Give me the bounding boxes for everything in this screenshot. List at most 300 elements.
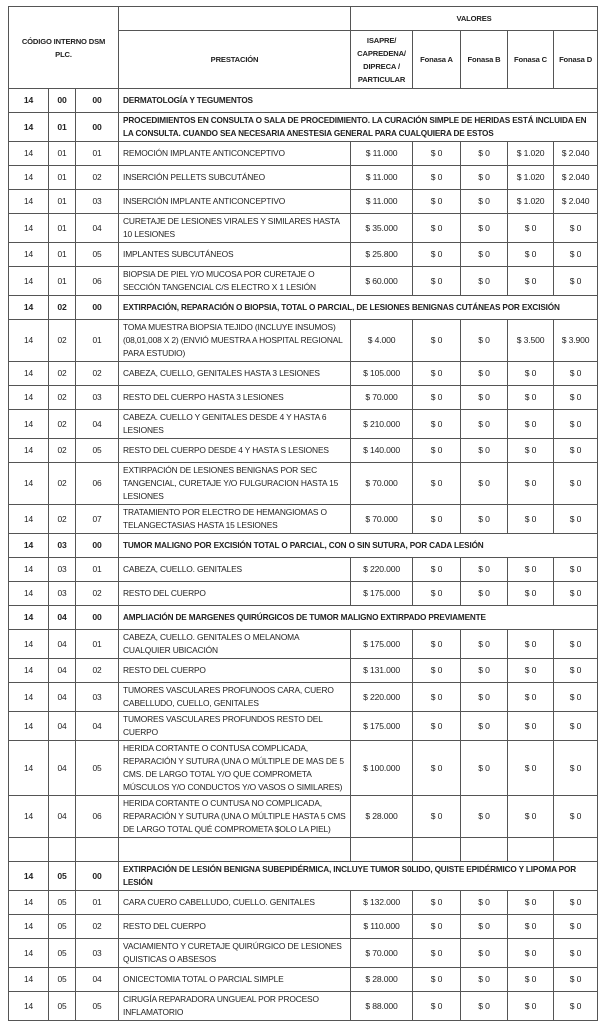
prestacion-cell: CABEZA, CUELLO, GENITALES HASTA 3 LESIONES <box>119 362 351 386</box>
value-fonasa-b: $ 0 <box>461 712 508 741</box>
code-item: 05 <box>76 992 119 1021</box>
value-fonasa-d: $ 0 <box>554 968 598 992</box>
prestacion-cell: TRATAMIENTO POR ELECTRO DE HEMANGIOMAS O TELANGECTASIAS HASTA 15 LESIONES <box>119 505 351 534</box>
code-group: 02 <box>49 463 76 505</box>
prestacion-cell: BIOPSIA DE PIEL Y/O MUCOSA POR CURETAJE O SECCIÓN TANGENCIAL C/S ELECTRO X 1 LESIÓN <box>119 267 351 296</box>
code-chapter: 14 <box>9 190 49 214</box>
table-row <box>9 463 598 505</box>
value-fonasa-a: $ 0 <box>413 190 461 214</box>
table-row <box>9 838 598 862</box>
prestacion-cell: IMPLANTES SUBCUTÁNEOS <box>119 243 351 267</box>
code-group: 05 <box>49 992 76 1021</box>
value-isapre: $ 175.000 <box>351 712 413 741</box>
value-isapre: $ 60.000 <box>351 267 413 296</box>
code-group: 01 <box>49 142 76 166</box>
section-row <box>9 862 598 891</box>
header-valores: VALORES <box>351 7 598 31</box>
value-isapre: $ 88.000 <box>351 992 413 1021</box>
header-prestacion: PRESTACIÓN <box>119 31 351 89</box>
value-fonasa-d: $ 0 <box>554 214 598 243</box>
value-fonasa-b: $ 0 <box>461 558 508 582</box>
table-row <box>9 741 598 796</box>
table-body <box>9 89 598 1021</box>
header-fonasa-d: Fonasa D <box>554 31 598 89</box>
value-fonasa-a: $ 0 <box>413 659 461 683</box>
prestacion-cell: RESTO DEL CUERPO <box>119 915 351 939</box>
value-fonasa-d: $ 0 <box>554 915 598 939</box>
code-group: 01 <box>49 166 76 190</box>
value-fonasa-d: $ 0 <box>554 582 598 606</box>
prestacion-cell: EXTIRPACIÓN DE LESIONES BENIGNAS POR SEC TANGENCIAL, CURETAJE Y/O FULGURACION HASTA 15 LESIONES <box>119 463 351 505</box>
code-chapter: 14 <box>9 505 49 534</box>
value-isapre: $ 70.000 <box>351 386 413 410</box>
code-group: 05 <box>49 915 76 939</box>
section-row <box>9 534 598 558</box>
value-fonasa-c: $ 0 <box>508 939 554 968</box>
code-group: 05 <box>49 891 76 915</box>
value-fonasa-b: $ 0 <box>461 214 508 243</box>
value-isapre: $ 210.000 <box>351 410 413 439</box>
header-fonasa-b: Fonasa B <box>461 31 508 89</box>
value-fonasa-b: $ 0 <box>461 142 508 166</box>
prestacion-cell: RESTO DEL CUERPO <box>119 659 351 683</box>
code-group: 05 <box>49 862 76 891</box>
code-item: 03 <box>76 939 119 968</box>
code-item: 02 <box>76 582 119 606</box>
value-fonasa-a: $ 0 <box>413 320 461 362</box>
value-fonasa-b: $ 0 <box>461 939 508 968</box>
value-isapre: $ 175.000 <box>351 630 413 659</box>
value-fonasa-b: $ 0 <box>461 267 508 296</box>
value-fonasa-a: $ 0 <box>413 891 461 915</box>
code-item: 05 <box>76 439 119 463</box>
value-fonasa-c: $ 0 <box>508 505 554 534</box>
value-fonasa-c: $ 0 <box>508 630 554 659</box>
code-item: 04 <box>76 410 119 439</box>
value-fonasa-c: $ 1.020 <box>508 166 554 190</box>
code-chapter: 14 <box>9 558 49 582</box>
value-fonasa-d: $ 0 <box>554 410 598 439</box>
value-fonasa-b: $ 0 <box>461 190 508 214</box>
value-fonasa-a: $ 0 <box>413 630 461 659</box>
prestacion-cell: REMOCIÓN IMPLANTE ANTICONCEPTIVO <box>119 142 351 166</box>
code-item: 01 <box>76 630 119 659</box>
code-chapter: 14 <box>9 410 49 439</box>
table-row <box>9 439 598 463</box>
value-fonasa-a: $ 0 <box>413 214 461 243</box>
code-item: 02 <box>76 659 119 683</box>
value-fonasa-a: $ 0 <box>413 558 461 582</box>
value-fonasa-a: $ 0 <box>413 915 461 939</box>
value-isapre: $ 132.000 <box>351 891 413 915</box>
value-fonasa-b: $ 0 <box>461 320 508 362</box>
table-row <box>9 915 598 939</box>
code-item: 03 <box>76 190 119 214</box>
value-isapre: $ 70.000 <box>351 505 413 534</box>
code-group: 01 <box>49 243 76 267</box>
value-fonasa-a: $ 0 <box>413 741 461 796</box>
code-item: 05 <box>76 243 119 267</box>
code-chapter: 14 <box>9 296 49 320</box>
value-fonasa-b: $ 0 <box>461 683 508 712</box>
section-title: EXTIRPACIÓN DE LESIÓN BENIGNA SUBEPIDÉRMICA, INCLUYE TUMOR S0LIDO, QUISTE EPIDÉRMICO Y LIPOMA POR LESIÓN <box>119 862 598 891</box>
value-fonasa-d: $ 0 <box>554 891 598 915</box>
value-fonasa-a: $ 0 <box>413 712 461 741</box>
table-row <box>9 939 598 968</box>
code-item: 01 <box>76 558 119 582</box>
code-chapter <box>9 838 49 862</box>
prestacion-cell: CARA CUERO CABELLUDO, CUELLO. GENITALES <box>119 891 351 915</box>
code-group: 01 <box>49 267 76 296</box>
section-row <box>9 113 598 142</box>
code-chapter: 14 <box>9 968 49 992</box>
value-isapre: $ 11.000 <box>351 190 413 214</box>
value-fonasa-d <box>554 838 598 862</box>
value-fonasa-d: $ 0 <box>554 558 598 582</box>
section-row <box>9 606 598 630</box>
value-fonasa-b: $ 0 <box>461 463 508 505</box>
value-fonasa-b <box>461 838 508 862</box>
value-isapre: $ 11.000 <box>351 166 413 190</box>
code-item: 00 <box>76 113 119 142</box>
header-isapre: ISAPRE/ CAPREDENA/ DIPRECA / PARTICULAR <box>351 31 413 89</box>
prestacion-cell: VACIAMIENTO Y CURETAJE QUIRÚRGICO DE LESIONES QUISTICAS O ABSESOS <box>119 939 351 968</box>
value-fonasa-a: $ 0 <box>413 386 461 410</box>
code-chapter: 14 <box>9 741 49 796</box>
code-item: 00 <box>76 534 119 558</box>
value-fonasa-b: $ 0 <box>461 741 508 796</box>
code-group: 04 <box>49 630 76 659</box>
section-title: EXTIRPACIÓN, REPARACIÓN O BIOPSIA, TOTAL O PARCIAL, DE LESIONES BENIGNAS CUTÁNEAS POR EXCISIÓN <box>119 296 598 320</box>
code-chapter: 14 <box>9 386 49 410</box>
value-fonasa-d: $ 0 <box>554 796 598 838</box>
code-chapter: 14 <box>9 582 49 606</box>
section-title: DERMATOLOGÍA Y TEGUMENTOS <box>119 89 598 113</box>
table-row <box>9 190 598 214</box>
value-isapre: $ 28.000 <box>351 796 413 838</box>
value-isapre: $ 140.000 <box>351 439 413 463</box>
code-item: 02 <box>76 362 119 386</box>
value-isapre: $ 175.000 <box>351 582 413 606</box>
code-group: 02 <box>49 410 76 439</box>
code-chapter: 14 <box>9 214 49 243</box>
value-fonasa-c: $ 0 <box>508 683 554 712</box>
table-row <box>9 320 598 362</box>
value-fonasa-b: $ 0 <box>461 992 508 1021</box>
value-fonasa-d: $ 0 <box>554 712 598 741</box>
value-fonasa-c: $ 0 <box>508 463 554 505</box>
code-group: 01 <box>49 214 76 243</box>
code-group: 04 <box>49 659 76 683</box>
value-fonasa-b: $ 0 <box>461 386 508 410</box>
code-chapter: 14 <box>9 267 49 296</box>
prestacion-cell: TOMA MUESTRA BIOPSIA TEJIDO (INCLUYE INSUMOS) (08,01,008 X 2) (ENVIÓ MUESTRA A HOSPITAL REGIONAL PARA ESTUDIO) <box>119 320 351 362</box>
value-fonasa-a: $ 0 <box>413 796 461 838</box>
value-fonasa-b: $ 0 <box>461 582 508 606</box>
code-group: 02 <box>49 362 76 386</box>
value-fonasa-c: $ 0 <box>508 362 554 386</box>
code-item: 06 <box>76 267 119 296</box>
code-item: 03 <box>76 386 119 410</box>
value-fonasa-a <box>413 838 461 862</box>
value-isapre: $ 100.000 <box>351 741 413 796</box>
table-row <box>9 362 598 386</box>
code-group: 04 <box>49 796 76 838</box>
prestacion-cell: RESTO DEL CUERPO DESDE 4 Y HASTA S LESIONES <box>119 439 351 463</box>
value-fonasa-a: $ 0 <box>413 968 461 992</box>
value-fonasa-b: $ 0 <box>461 439 508 463</box>
table-row <box>9 891 598 915</box>
value-isapre: $ 35.000 <box>351 214 413 243</box>
code-item: 03 <box>76 683 119 712</box>
table-row <box>9 410 598 439</box>
code-group: 04 <box>49 741 76 796</box>
value-fonasa-d: $ 0 <box>554 992 598 1021</box>
prestacion-cell: INSERCIÓN IMPLANTE ANTICONCEPTIVO <box>119 190 351 214</box>
code-item: 07 <box>76 505 119 534</box>
code-chapter: 14 <box>9 534 49 558</box>
prestacion-cell <box>119 838 351 862</box>
table-row <box>9 968 598 992</box>
value-isapre: $ 25.800 <box>351 243 413 267</box>
table-row <box>9 142 598 166</box>
code-chapter: 14 <box>9 89 49 113</box>
value-fonasa-c <box>508 838 554 862</box>
value-fonasa-b: $ 0 <box>461 659 508 683</box>
code-item: 04 <box>76 214 119 243</box>
code-group: 00 <box>49 89 76 113</box>
table-row <box>9 243 598 267</box>
value-fonasa-d: $ 0 <box>554 267 598 296</box>
code-item: 00 <box>76 606 119 630</box>
code-item: 01 <box>76 142 119 166</box>
value-fonasa-c: $ 0 <box>508 582 554 606</box>
code-group: 03 <box>49 558 76 582</box>
value-isapre: $ 11.000 <box>351 142 413 166</box>
prestacion-cell: RESTO DEL CUERPO <box>119 582 351 606</box>
value-fonasa-b: $ 0 <box>461 891 508 915</box>
value-fonasa-c: $ 0 <box>508 796 554 838</box>
table-row <box>9 683 598 712</box>
code-chapter: 14 <box>9 320 49 362</box>
value-fonasa-a: $ 0 <box>413 410 461 439</box>
code-chapter: 14 <box>9 683 49 712</box>
section-title: PROCEDIMIENTOS EN CONSULTA O SALA DE PROCEDIMIENTO. LA CURACIÓN SIMPLE DE HERIDAS ESTÁ INCLUIDA EN LA CONSULTA. CUANDO SEA NECESARIA ANESTESIA GENERAL PARA CUALQUIERA DE ESTOS <box>119 113 598 142</box>
value-fonasa-d: $ 0 <box>554 683 598 712</box>
value-fonasa-b: $ 0 <box>461 915 508 939</box>
code-chapter: 14 <box>9 712 49 741</box>
value-fonasa-c: $ 0 <box>508 992 554 1021</box>
code-group: 03 <box>49 534 76 558</box>
code-item <box>76 838 119 862</box>
code-chapter: 14 <box>9 862 49 891</box>
value-fonasa-c: $ 1.020 <box>508 142 554 166</box>
value-fonasa-c: $ 1.020 <box>508 190 554 214</box>
value-fonasa-a: $ 0 <box>413 142 461 166</box>
value-fonasa-a: $ 0 <box>413 166 461 190</box>
value-fonasa-d: $ 0 <box>554 630 598 659</box>
header-codigo: CÓDIGO INTERNO DSM PLC. <box>9 7 119 89</box>
code-group: 02 <box>49 439 76 463</box>
value-fonasa-c: $ 0 <box>508 659 554 683</box>
table-row <box>9 992 598 1021</box>
value-isapre: $ 105.000 <box>351 362 413 386</box>
prestacion-cell: TUMORES VASCULARES PROFUNOOS CARA, CUERO CABELLUDO, CUELLO, GENITALES <box>119 683 351 712</box>
table-row <box>9 214 598 243</box>
table-row <box>9 582 598 606</box>
value-isapre: $ 4.000 <box>351 320 413 362</box>
value-fonasa-d: $ 0 <box>554 741 598 796</box>
value-fonasa-b: $ 0 <box>461 796 508 838</box>
code-group: 04 <box>49 683 76 712</box>
code-chapter: 14 <box>9 166 49 190</box>
value-fonasa-c: $ 0 <box>508 741 554 796</box>
prestacion-cell: CURETAJE DE LESIONES VIRALES Y SIMILARES HASTA 10 LESIONES <box>119 214 351 243</box>
section-title: AMPLIACIÓN DE MARGENES QUIRÚRGICOS DE TUMOR MALIGNO EXTIRPADO PREVIAMENTE <box>119 606 598 630</box>
code-group: 04 <box>49 712 76 741</box>
value-fonasa-b: $ 0 <box>461 362 508 386</box>
value-fonasa-c: $ 0 <box>508 891 554 915</box>
prestacion-cell: CABEZA. CUELLO Y GENITALES DESDE 4 Y HASTA 6 LESIONES <box>119 410 351 439</box>
table-row <box>9 659 598 683</box>
prestacion-cell: CABEZA, CUELLO. GENITALES <box>119 558 351 582</box>
value-fonasa-d: $ 0 <box>554 439 598 463</box>
value-fonasa-d: $ 0 <box>554 659 598 683</box>
code-item: 00 <box>76 862 119 891</box>
code-item: 05 <box>76 741 119 796</box>
value-fonasa-c: $ 0 <box>508 214 554 243</box>
section-row <box>9 89 598 113</box>
value-fonasa-a: $ 0 <box>413 582 461 606</box>
table-row <box>9 166 598 190</box>
code-group <box>49 838 76 862</box>
table-row <box>9 712 598 741</box>
value-fonasa-a: $ 0 <box>413 362 461 386</box>
code-group: 05 <box>49 939 76 968</box>
value-fonasa-a: $ 0 <box>413 505 461 534</box>
code-group: 04 <box>49 606 76 630</box>
value-fonasa-d: $ 0 <box>554 463 598 505</box>
code-chapter: 14 <box>9 463 49 505</box>
code-chapter: 14 <box>9 939 49 968</box>
value-fonasa-c: $ 0 <box>508 439 554 463</box>
value-fonasa-d: $ 0 <box>554 505 598 534</box>
value-fonasa-b: $ 0 <box>461 410 508 439</box>
code-group: 02 <box>49 320 76 362</box>
header-fonasa-a: Fonasa A <box>413 31 461 89</box>
table-row <box>9 796 598 838</box>
value-fonasa-a: $ 0 <box>413 463 461 505</box>
value-fonasa-d: $ 3.900 <box>554 320 598 362</box>
code-group: 02 <box>49 296 76 320</box>
code-chapter: 14 <box>9 439 49 463</box>
code-chapter: 14 <box>9 142 49 166</box>
value-isapre: $ 110.000 <box>351 915 413 939</box>
code-item: 00 <box>76 296 119 320</box>
code-group: 05 <box>49 968 76 992</box>
value-isapre: $ 28.000 <box>351 968 413 992</box>
value-fonasa-c: $ 0 <box>508 558 554 582</box>
header-blank <box>119 7 351 31</box>
value-isapre: $ 131.000 <box>351 659 413 683</box>
value-fonasa-a: $ 0 <box>413 243 461 267</box>
value-fonasa-d: $ 2.040 <box>554 190 598 214</box>
value-fonasa-c: $ 0 <box>508 386 554 410</box>
code-group: 01 <box>49 113 76 142</box>
value-fonasa-d: $ 2.040 <box>554 166 598 190</box>
value-fonasa-c: $ 0 <box>508 267 554 296</box>
code-item: 06 <box>76 796 119 838</box>
header-fonasa-c: Fonasa C <box>508 31 554 89</box>
value-fonasa-b: $ 0 <box>461 630 508 659</box>
tariff-table <box>8 6 598 1021</box>
code-item: 02 <box>76 166 119 190</box>
value-fonasa-d: $ 0 <box>554 386 598 410</box>
prestacion-cell: ONICECTOMIA TOTAL O PARCIAL SIMPLE <box>119 968 351 992</box>
code-chapter: 14 <box>9 659 49 683</box>
code-chapter: 14 <box>9 243 49 267</box>
code-chapter: 14 <box>9 606 49 630</box>
code-item: 04 <box>76 712 119 741</box>
prestacion-cell: INSERCIÓN PELLETS SUBCUTÁNEO <box>119 166 351 190</box>
value-fonasa-b: $ 0 <box>461 968 508 992</box>
value-fonasa-d: $ 0 <box>554 362 598 386</box>
value-isapre: $ 70.000 <box>351 463 413 505</box>
value-fonasa-a: $ 0 <box>413 992 461 1021</box>
table-row <box>9 267 598 296</box>
code-group: 02 <box>49 505 76 534</box>
code-item: 06 <box>76 463 119 505</box>
value-fonasa-b: $ 0 <box>461 243 508 267</box>
code-item: 02 <box>76 915 119 939</box>
table-row <box>9 558 598 582</box>
value-fonasa-d: $ 0 <box>554 243 598 267</box>
code-group: 02 <box>49 386 76 410</box>
code-item: 00 <box>76 89 119 113</box>
code-chapter: 14 <box>9 362 49 386</box>
prestacion-cell: CABEZA, CUELLO. GENITALES O MELANOMA CUALQUIER UBICACIÓN <box>119 630 351 659</box>
value-isapre: $ 220.000 <box>351 558 413 582</box>
code-chapter: 14 <box>9 891 49 915</box>
section-title: TUMOR MALIGNO POR EXCISIÓN TOTAL O PARCIAL, CON O SIN SUTURA, POR CADA LESIÓN <box>119 534 598 558</box>
prestacion-cell: CIRUGÍA REPARADORA UNGUEAL POR PROCESO INFLAMATORIO <box>119 992 351 1021</box>
prestacion-cell: HERIDA CORTANTE O CONTUSA COMPLICADA, REPARACIÓN Y SUTURA (UNA O MÚLTIPLE DE MAS DE 5 CMS. DE LARGO TOTAL Y/O QUE COMPROMETA MÚSCULOS Y/O CONDUCTOS Y/O VASOS O SIMILARES) <box>119 741 351 796</box>
value-fonasa-b: $ 0 <box>461 166 508 190</box>
prestacion-cell: RESTO DEL CUERPO HASTA 3 LESIONES <box>119 386 351 410</box>
value-fonasa-c: $ 0 <box>508 243 554 267</box>
value-fonasa-d: $ 0 <box>554 939 598 968</box>
code-chapter: 14 <box>9 915 49 939</box>
value-fonasa-c: $ 0 <box>508 712 554 741</box>
code-item: 01 <box>76 320 119 362</box>
table-row <box>9 505 598 534</box>
value-fonasa-a: $ 0 <box>413 939 461 968</box>
prestacion-cell: TUMORES VASCULARES PROFUNDOS RESTO DEL CUERPO <box>119 712 351 741</box>
value-fonasa-d: $ 2.040 <box>554 142 598 166</box>
value-fonasa-c: $ 0 <box>508 915 554 939</box>
code-item: 01 <box>76 891 119 915</box>
value-fonasa-a: $ 0 <box>413 267 461 296</box>
value-isapre: $ 220.000 <box>351 683 413 712</box>
value-fonasa-a: $ 0 <box>413 439 461 463</box>
code-chapter: 14 <box>9 992 49 1021</box>
value-fonasa-c: $ 3.500 <box>508 320 554 362</box>
table-row <box>9 630 598 659</box>
value-isapre <box>351 838 413 862</box>
code-group: 01 <box>49 190 76 214</box>
section-row <box>9 296 598 320</box>
table-row <box>9 386 598 410</box>
